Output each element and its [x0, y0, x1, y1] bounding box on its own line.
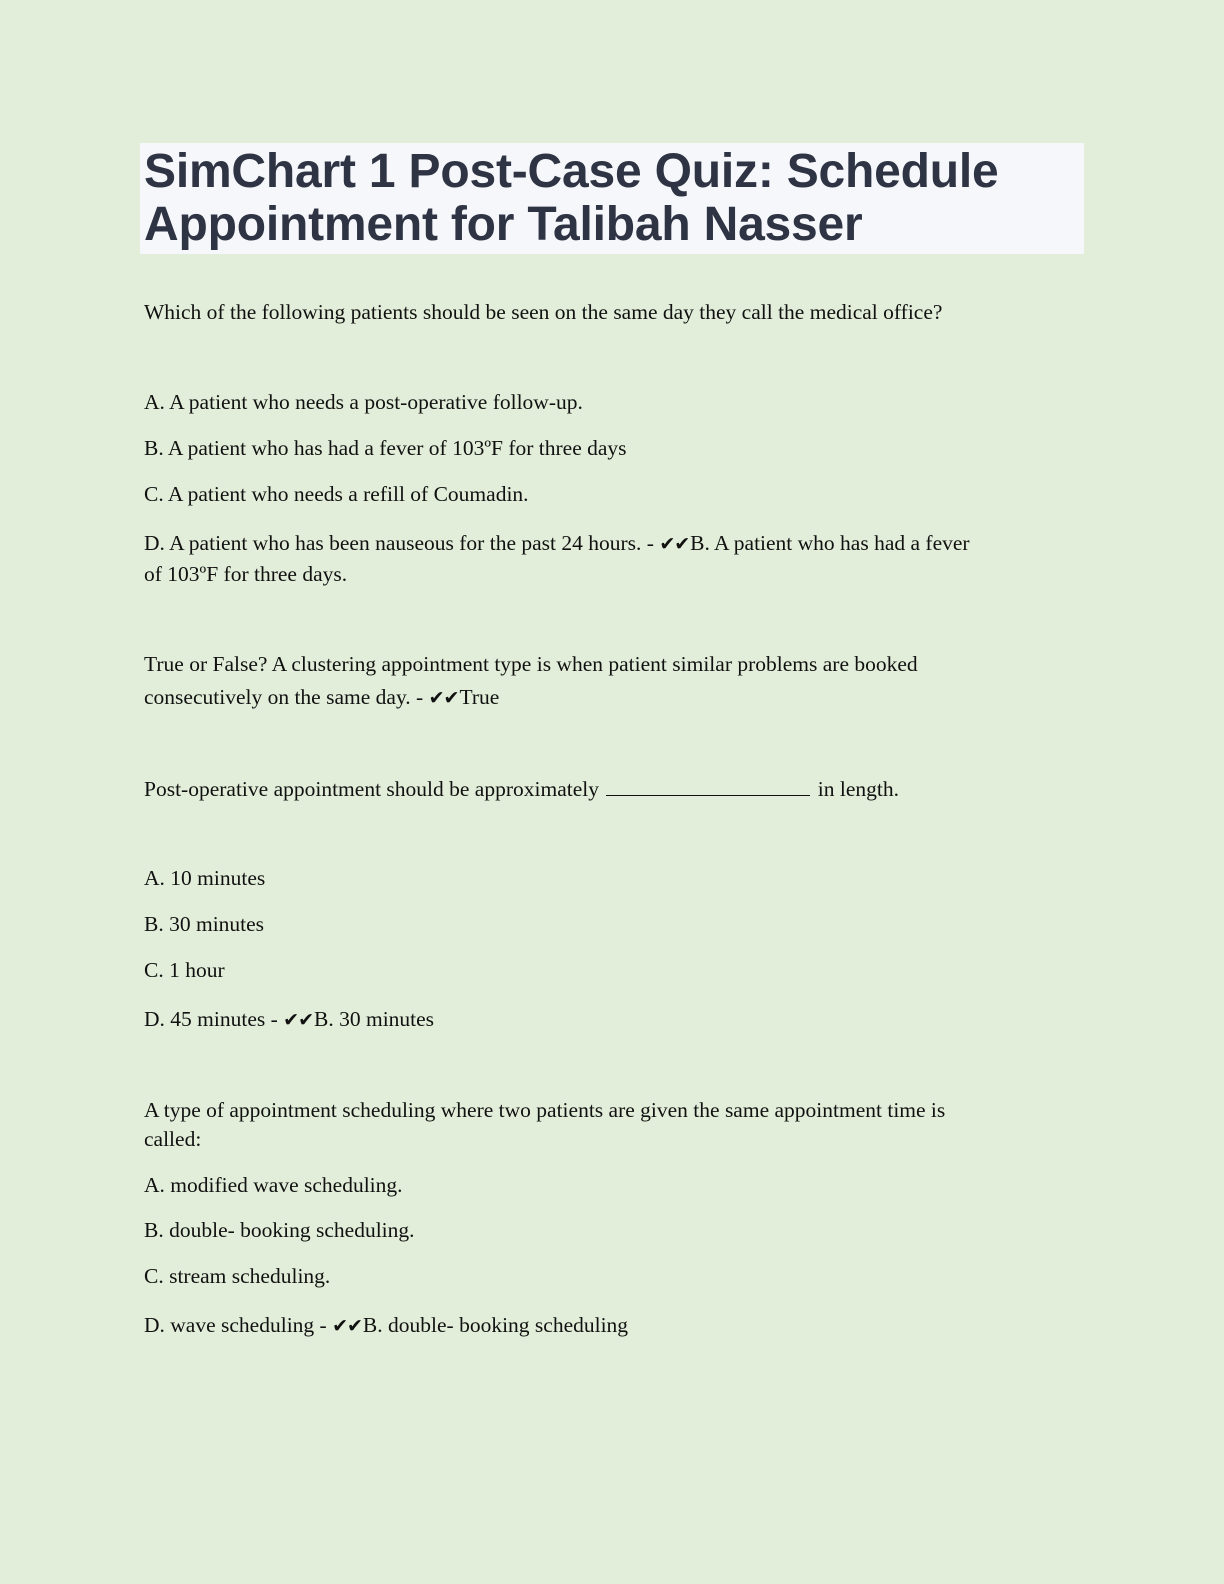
question-4-option-c: C. stream scheduling.: [144, 1264, 331, 1288]
question-2-answer: True: [459, 685, 500, 709]
question-3-option-b: B. 30 minutes: [144, 912, 265, 936]
page-title: [144, 145, 999, 251]
question-3-prompt-start: Post-operative appointment should be approximately: [144, 777, 605, 801]
question-3-prompt-end: in length.: [812, 777, 899, 801]
question-1-answer-line-1: B. A patient who has had a fever: [690, 531, 970, 555]
title-line-2: Appointment for Talibah Nasser: [144, 198, 863, 251]
question-4-prompt-line-1: A type of appointment scheduling where two patients are given the same appointment time is: [144, 1098, 946, 1122]
question-1-option-a: A. A patient who needs a post-operative follow-up.: [144, 390, 583, 414]
question-4-prompt-line-2: called:: [144, 1127, 202, 1151]
double-check-icon: ✔✔: [332, 1315, 362, 1337]
question-1-prompt: Which of the following patients should be seen on the same day they call the medical office?: [144, 300, 943, 324]
question-3-option-c: C. 1 hour: [144, 958, 225, 982]
question-4-option-a: A. modified wave scheduling.: [144, 1173, 403, 1197]
double-check-icon: ✔✔: [428, 687, 459, 709]
question-2-prompt-line-2-with-answer: [144, 686, 499, 709]
question-3-option-d: D. 45 minutes -: [144, 1007, 284, 1031]
question-4-option-d-with-answer: [144, 1314, 628, 1337]
question-1-option-d-with-answer: [144, 532, 970, 555]
question-2-prompt-line-1: True or False? A clustering appointment type is when patient similar problems are booked: [144, 652, 918, 676]
question-1-option-c: C. A patient who needs a refill of Coumadin.: [144, 482, 529, 506]
double-check-icon: ✔✔: [283, 1009, 313, 1031]
question-3-option-a: A. 10 minutes: [144, 866, 266, 890]
question-1-answer-line-2: of 103ºF for three days.: [144, 562, 348, 586]
question-4-option-d: D. wave scheduling -: [144, 1313, 333, 1337]
question-3-prompt: [144, 777, 899, 800]
title-banner: [140, 143, 1084, 254]
question-3-option-d-with-answer: [144, 1008, 434, 1031]
question-2-prompt-line-2: consecutively on the same day. -: [144, 685, 429, 709]
question-1-option-b: B. A patient who has had a fever of 103ºF for three days: [144, 436, 627, 460]
question-3-answer: B. 30 minutes: [314, 1007, 435, 1031]
title-line-1: SimChart 1 Post-Case Quiz: Schedule: [144, 145, 999, 198]
question-4-answer: B. double- booking scheduling: [362, 1313, 629, 1337]
question-4-option-b: B. double- booking scheduling.: [144, 1218, 415, 1242]
fill-in-blank: [606, 777, 810, 796]
double-check-icon: ✔✔: [659, 533, 690, 555]
question-1-option-d: D. A patient who has been nauseous for the past 24 hours. -: [144, 531, 660, 555]
